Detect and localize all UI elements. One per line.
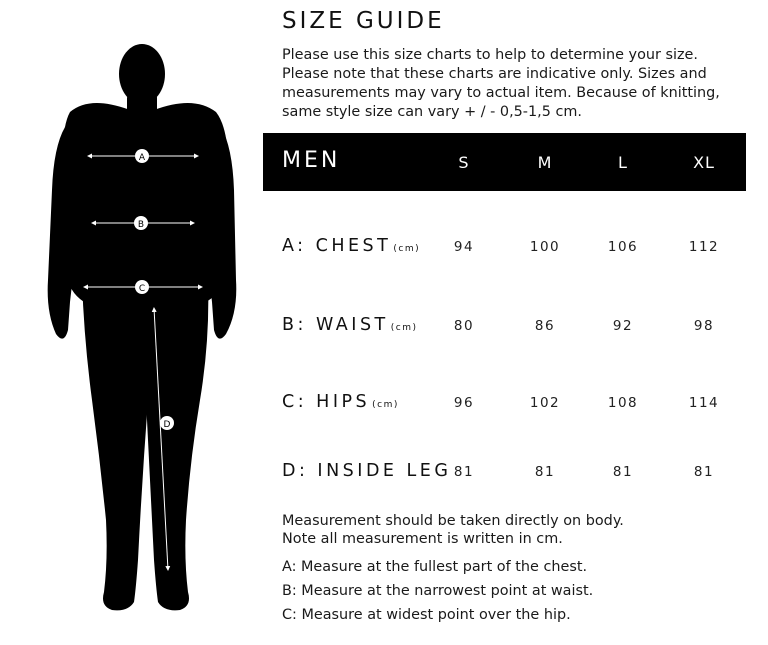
waist-marker-letter: B (137, 220, 145, 230)
table-row-chest (0, 236, 768, 266)
note-hips: C: Measure at widest point over the hip. (282, 607, 571, 623)
row-label-inside-leg (282, 461, 453, 481)
cell-inside-leg-l: 81 (612, 464, 634, 480)
cell-waist-s: 80 (453, 318, 475, 334)
inside-leg-marker-letter: D (163, 420, 171, 430)
intro-line: Please use this size charts to help to determine your size. (282, 47, 698, 63)
size-header-s: S (458, 153, 470, 172)
hips-marker-letter: C (138, 284, 146, 294)
note-line: Measurement should be taken directly on body. (282, 513, 624, 529)
cell-chest-s: 94 (453, 239, 475, 255)
row-unit: (cm) (372, 400, 399, 410)
cell-waist-xl: 98 (693, 318, 715, 334)
size-header-xl: XL (693, 153, 715, 172)
row-unit: (cm) (390, 323, 418, 333)
measurement-notes (282, 512, 762, 627)
intro-line: Please note that these charts are indicative only. Sizes and (282, 66, 707, 82)
note-line: Note all measurement is written in cm. (282, 531, 563, 547)
cell-chest-xl: 112 (688, 239, 720, 255)
cell-inside-leg-xl: 81 (693, 464, 715, 480)
category-label: MEN (282, 148, 341, 173)
table-row-waist (0, 315, 768, 345)
cell-inside-leg-m: 81 (534, 464, 556, 480)
table-row-inside-leg (0, 461, 768, 491)
note-waist: B: Measure at the narrowest point at waist. (282, 583, 594, 599)
size-table-header (263, 133, 746, 191)
cell-hips-m: 102 (529, 395, 561, 411)
cell-waist-m: 86 (534, 318, 556, 334)
size-header-m: M (537, 153, 553, 172)
row-label-hips (282, 392, 399, 412)
cell-chest-m: 100 (529, 239, 561, 255)
note-chest: A: Measure at the fullest part of the chest. (282, 559, 588, 575)
cell-inside-leg-s: 81 (453, 464, 475, 480)
intro-line: same style size can vary + / - 0,5-1,5 cm. (282, 104, 582, 120)
size-header-l: L (618, 153, 628, 172)
row-label-text: A: CHEST (282, 236, 392, 256)
row-label-chest (282, 236, 420, 256)
table-row-hips (0, 392, 768, 422)
row-unit: (cm) (393, 244, 421, 254)
page-title: SIZE GUIDE (282, 8, 445, 34)
row-label-waist (282, 315, 418, 335)
cell-chest-l: 106 (607, 239, 639, 255)
cell-waist-l: 92 (612, 318, 634, 334)
row-label-text: D: INSIDE LEG (282, 461, 452, 481)
chest-marker-letter: A (138, 153, 146, 163)
cell-hips-xl: 114 (688, 395, 720, 411)
cell-hips-l: 108 (607, 395, 639, 411)
row-label-text: C: HIPS (282, 392, 371, 412)
intro-line: measurements may vary to actual item. Because of knitting, (282, 85, 720, 101)
intro-text (282, 46, 762, 122)
row-label-text: B: WAIST (282, 315, 389, 335)
cell-hips-s: 96 (453, 395, 475, 411)
